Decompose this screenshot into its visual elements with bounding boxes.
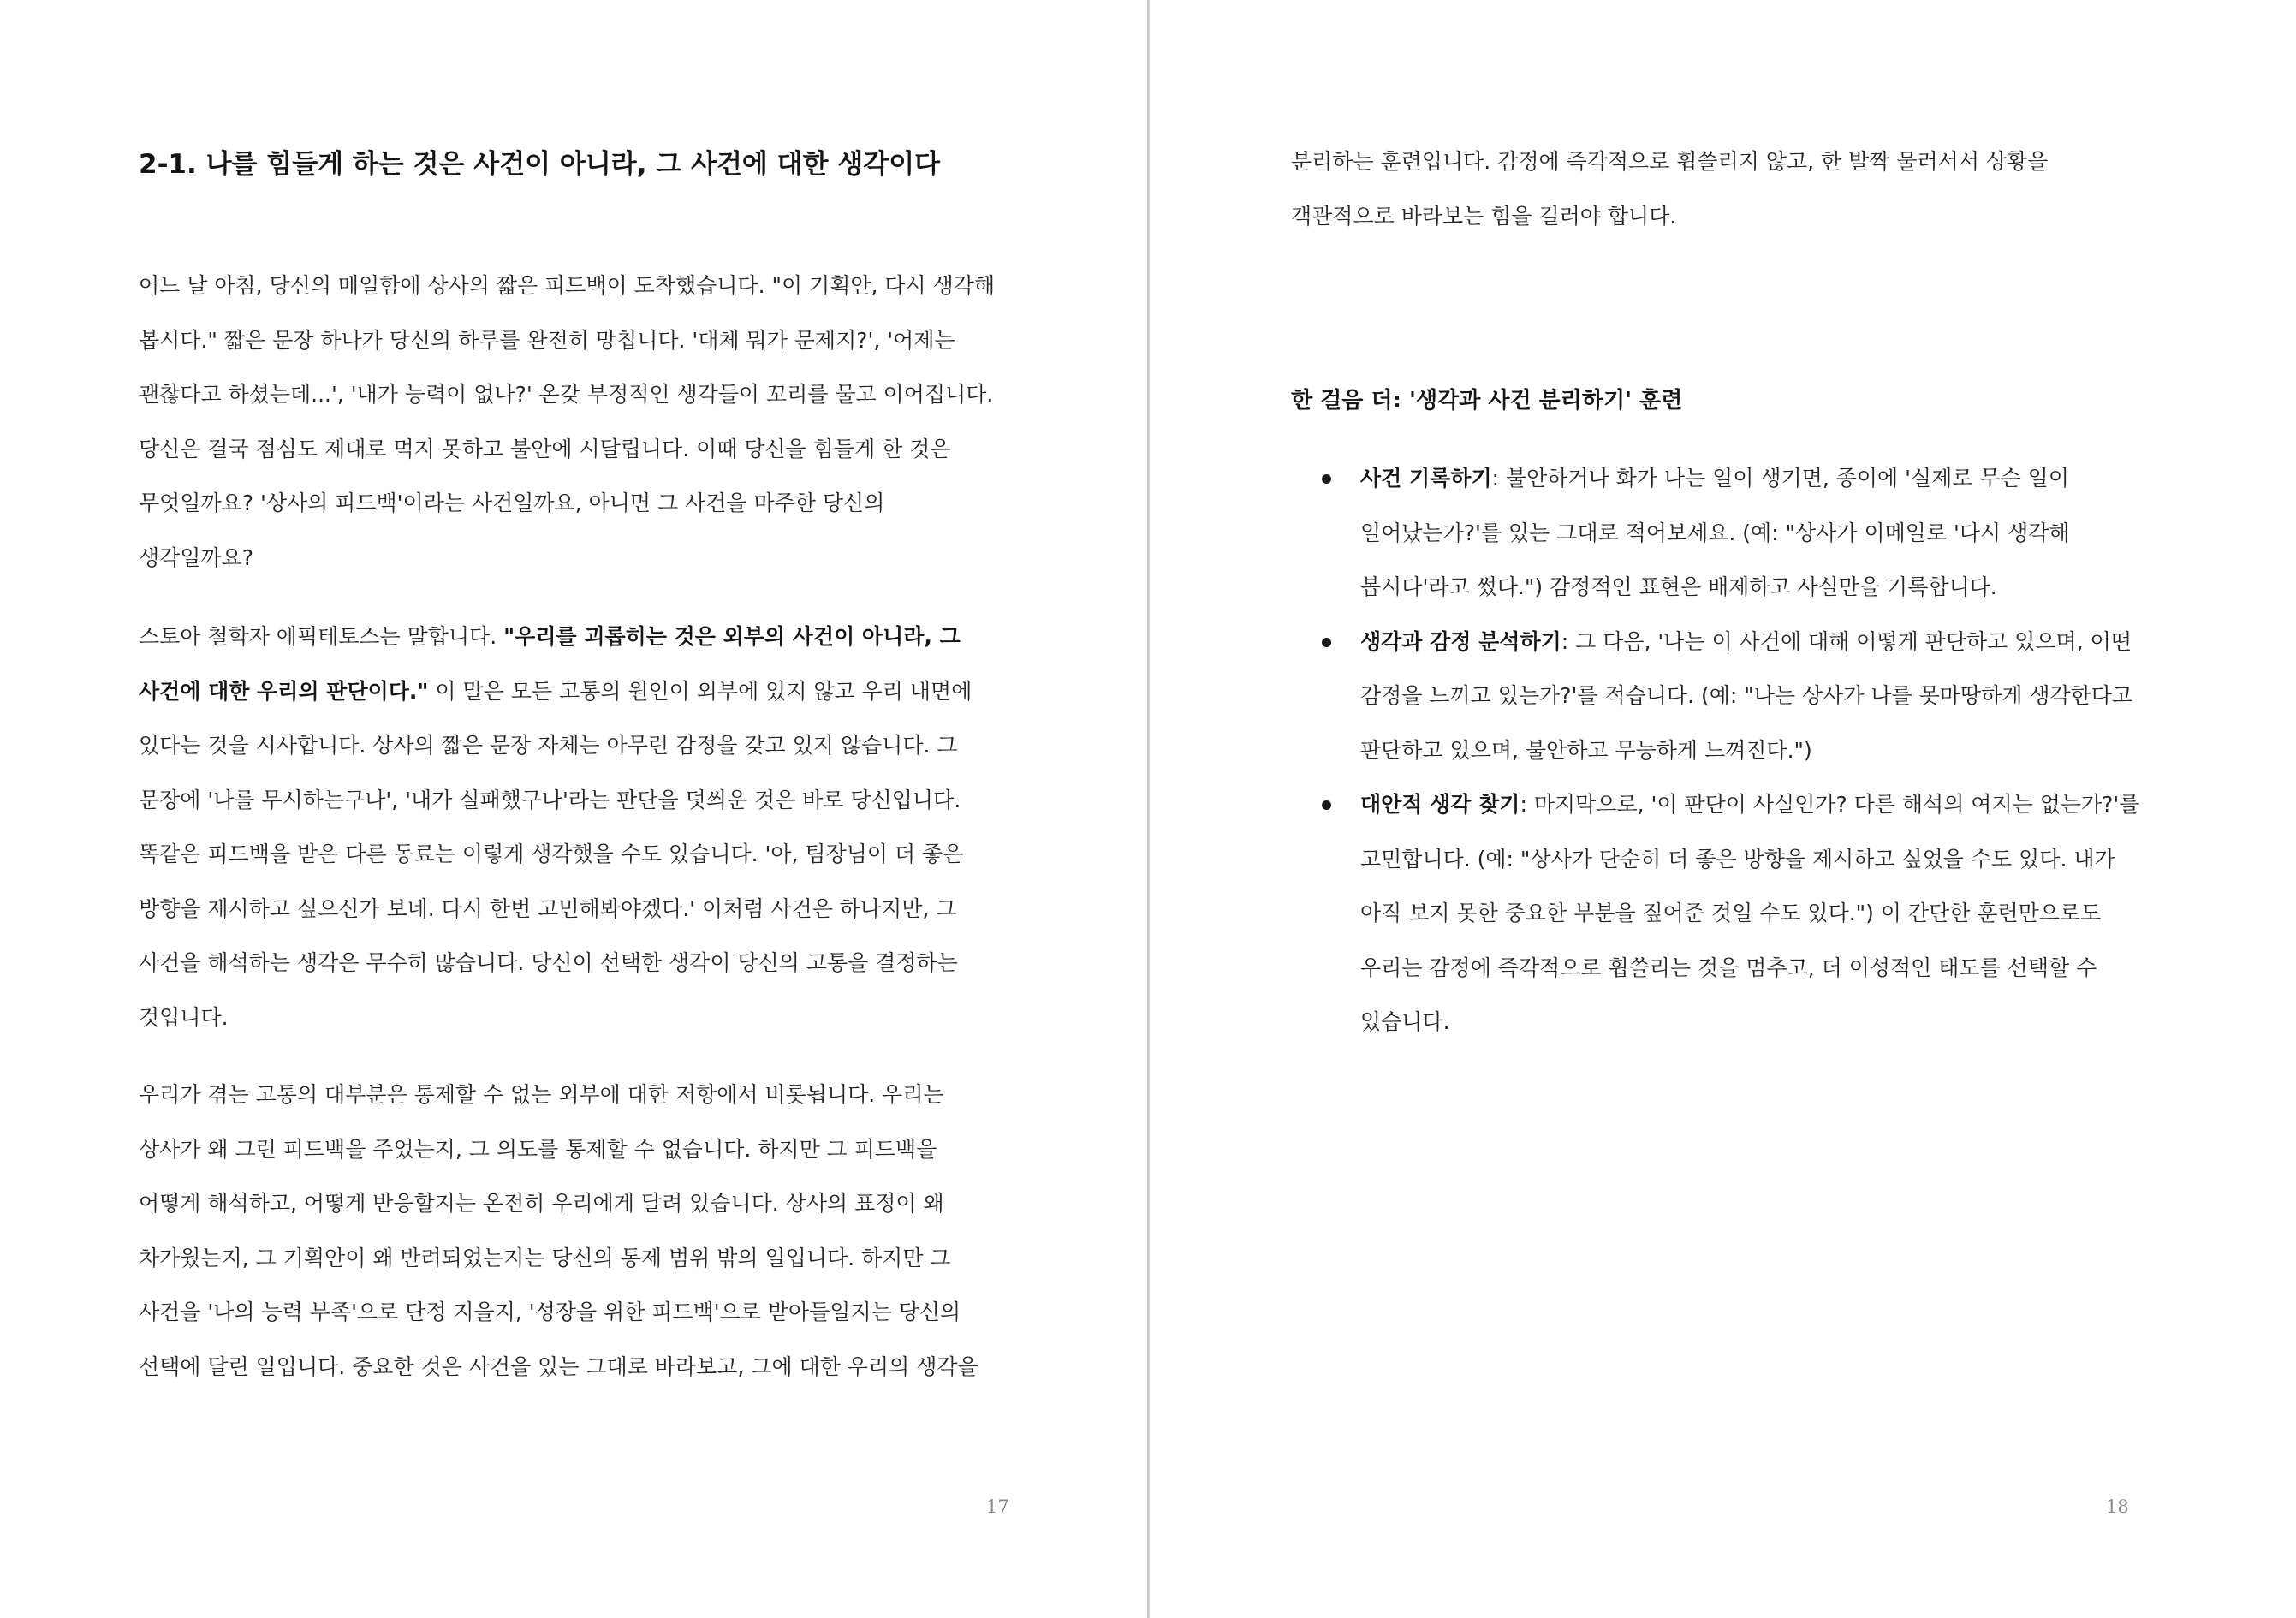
text-line: 어떻게 해석하고, 어떻게 반응할지는 온전히 우리에게 달려 있습니다. 상사의 표정이 왜	[139, 1191, 944, 1216]
right-page	[1150, 0, 2296, 1618]
text-span: 스토아 철학자 에픽테토스는 말합니다.	[139, 624, 504, 649]
text-line: 어느 날 아침, 당신의 메일함에 상사의 짧은 피드백이 도착했습니다. "이 기획안, 다시 생각해	[139, 273, 996, 298]
text-span: : 그 다음, '나는 이 사건에 대해 어떻게 판단하고 있으며, 어떤	[1561, 628, 2132, 654]
quote-bold: "우리를 괴롭히는 것은 외부의 사건이 아니라, 그	[503, 624, 961, 649]
sub-heading: 한 걸음 더: '생각과 사건 분리하기' 훈련	[1291, 388, 1683, 413]
text-line: 아직 보지 못한 중요한 부분을 짚어준 것일 수도 있다.") 이 간단한 훈련만으로도	[1360, 901, 2102, 925]
text-line: 봅시다'라고 썼다.") 감정적인 표현은 배제하고 사실만을 기록합니다.	[1360, 574, 1997, 599]
paragraph-intro	[1291, 134, 2233, 243]
text-line: 차가웠는지, 그 기획안이 왜 반려되었는지는 당신의 통제 범위 밖의 일입니다. 하지만 그	[139, 1245, 951, 1270]
text-line: 상사가 왜 그런 피드백을 주었는지, 그 의도를 통제할 수 없습니다. 하지만 그 피드백을	[139, 1136, 937, 1162]
bullet-icon	[1322, 800, 1331, 810]
text-span: : 마지막으로, '이 판단이 사실인가? 다른 해석의 여지는 없는가?'를	[1520, 792, 2140, 817]
item-title: 대안적 생각 찾기	[1360, 792, 1520, 817]
text-span: 이 말은 모든 고통의 원인이 외부에 있지 않고 우리 내면에	[428, 678, 973, 704]
list-item	[1291, 615, 2250, 778]
list-item	[1291, 451, 2250, 615]
text-line: 무엇일까요? '상사의 피드백'이라는 사건일까요, 아니면 그 사건을 마주한 당신의	[139, 491, 885, 515]
text-line: 분리하는 훈련입니다. 감정에 즉각적으로 휩쓸리지 않고, 한 발짝 물러서서 상황을	[1291, 149, 2049, 174]
page-number: 18	[2106, 1496, 2129, 1517]
text-line	[1360, 615, 2250, 669]
text-line	[139, 610, 1012, 664]
text-line: 있습니다.	[1360, 1009, 1450, 1034]
text-line: 고민합니다. (예: "상사가 단순히 더 좋은 방향을 제시하고 싶었을 수도 있다. 내가	[1360, 846, 2115, 871]
text-line: 봅시다." 짧은 문장 하나가 당신의 하루를 완전히 망칩니다. '대체 뭐가 문제지?', '어제는	[139, 327, 955, 353]
text-line	[1360, 777, 2250, 832]
text-line: 있다는 것을 시사합니다. 상사의 짧은 문장 자체는 아무런 감정을 갖고 있지 않습니다. 그	[139, 733, 958, 758]
bullet-icon	[1322, 638, 1331, 647]
text-line	[139, 664, 1012, 719]
text-line: 것입니다.	[139, 1004, 229, 1030]
text-line: 생각일까요?	[139, 544, 254, 570]
paragraph-3	[139, 1068, 1012, 1394]
item-title: 생각과 감정 분석하기	[1360, 628, 1561, 654]
text-line	[1360, 451, 2250, 506]
text-line: 사건을 해석하는 생각은 무수히 많습니다. 당신이 선택한 생각이 당신의 고통을 결정하는	[139, 950, 958, 975]
text-line: 문장에 '나를 무시하는구나', '내가 실패했구나'라는 판단을 덧씌운 것은 바로 당신입니다.	[139, 787, 961, 812]
text-line: 감정을 느끼고 있는가?'를 적습니다. (예: "나는 상사가 나를 못마땅하게 생각한다고	[1360, 683, 2133, 708]
quote-bold: 사건에 대한 우리의 판단이다."	[139, 678, 429, 704]
text-line: 우리는 감정에 즉각적으로 휩쓸리는 것을 멈추고, 더 이성적인 태도를 선택할 수	[1360, 955, 2097, 980]
item-title: 사건 기록하기	[1360, 466, 1492, 491]
text-line: 우리가 겪는 고통의 대부분은 통제할 수 없는 외부에 대한 저항에서 비롯됩니다. 우리는	[139, 1082, 944, 1107]
page-number: 17	[986, 1496, 1009, 1517]
paragraph-2	[139, 610, 1012, 1044]
text-span: : 불안하거나 화가 나는 일이 생기면, 종이에 '실제로 무슨 일이	[1491, 466, 2069, 491]
training-steps-list	[1291, 451, 2250, 1050]
text-line: 당신은 결국 점심도 제대로 먹지 못하고 불안에 시달립니다. 이때 당신을 힘들게 한 것은	[139, 436, 951, 461]
text-line: 판단하고 있으며, 불안하고 무능하게 느껴진다.")	[1360, 737, 1812, 763]
text-line: 괜찮다고 하셨는데...', '내가 능력이 없나?' 온갖 부정적인 생각들이 꼬리를 물고 이어집니다.	[139, 382, 994, 407]
text-line: 사건을 '나의 능력 부족'으로 단정 지을지, '성장을 위한 피드백'으로 받아들일지는 당신의	[139, 1300, 961, 1324]
paragraph-1	[139, 259, 1012, 585]
text-line: 일어났는가?'를 있는 그대로 적어보세요. (예: "상사가 이메일로 '다시 생각해	[1360, 520, 2070, 545]
section-heading: 2-1. 나를 힘들게 하는 것은 사건이 아니라, 그 사건에 대한 생각이다	[139, 149, 941, 180]
left-page	[0, 0, 1147, 1618]
bullet-icon	[1322, 474, 1331, 484]
text-line: 방향을 제시하고 싶으신가 보네. 다시 한번 고민해봐야겠다.' 이처럼 사건은 하나지만, 그	[139, 895, 957, 921]
text-line: 똑같은 피드백을 받은 다른 동료는 이렇게 생각했을 수도 있습니다. '아, 팀장님이 더 좋은	[139, 842, 964, 866]
list-item	[1291, 777, 2250, 1050]
text-line: 객관적으로 바라보는 힘을 길러야 합니다.	[1291, 203, 1677, 229]
text-line: 선택에 달린 일입니다. 중요한 것은 사건을 있는 그대로 바라보고, 그에 대한 우리의 생각을	[139, 1353, 978, 1379]
